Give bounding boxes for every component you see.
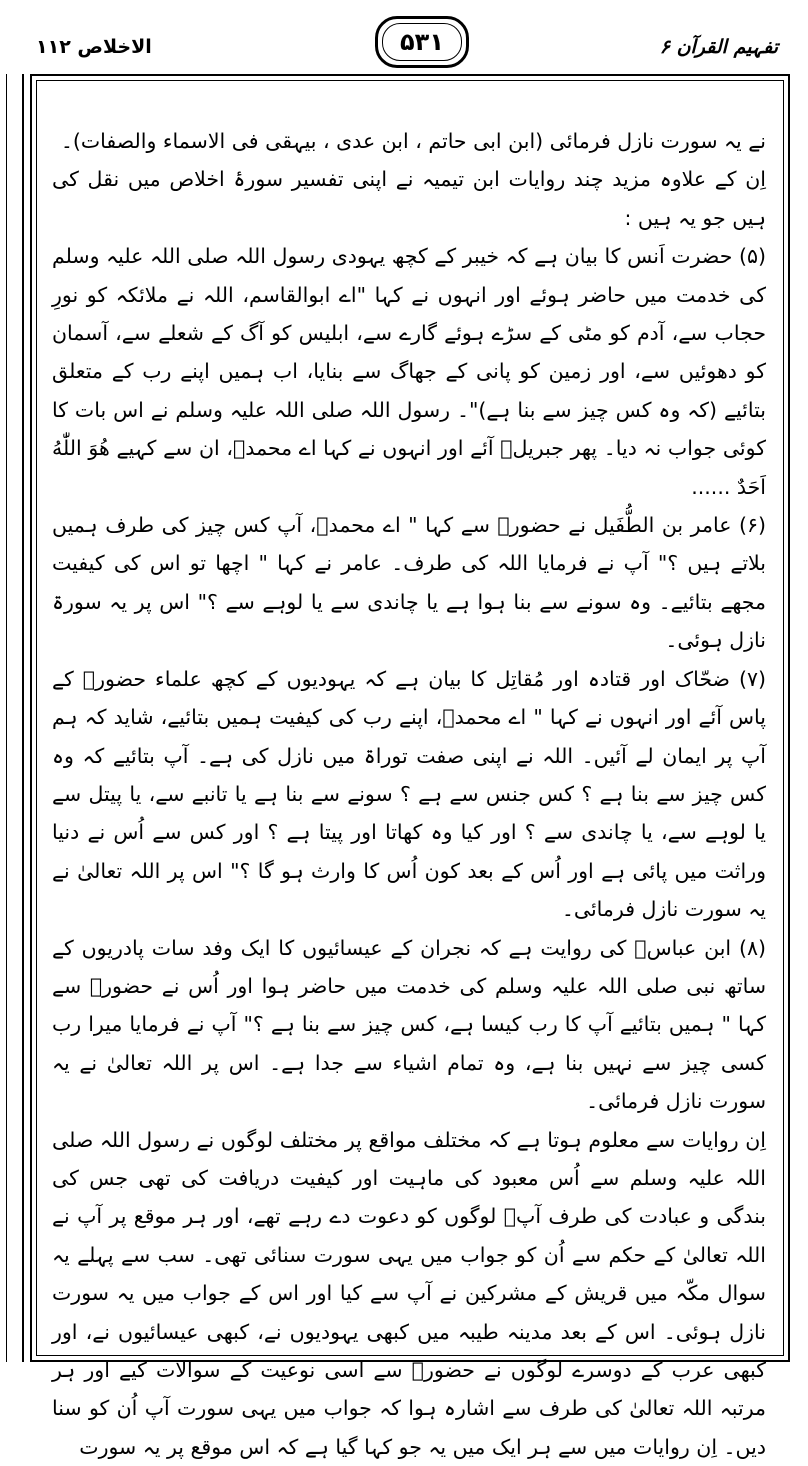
page-header	[20, 16, 788, 72]
paragraph-intro: نے یہ سورت نازل فرمائی (ابن ابی حاتم ، ابن عدی ، بیہقی فی الاسماء والصفات)۔	[60, 129, 766, 153]
page-number: ۵۳۱	[400, 28, 444, 56]
running-title: تفہیم القرآن ۶	[659, 36, 778, 58]
paragraph-7: (۷) ضحّاک اور قتادہ اور مُقاتِل کا بیان ہے کہ یہودیوں کے کچھ علماء حضورؐ کے پاس آئے اور انہوں نے کہا " اے محمدؐ، اپنے رب کی کیفیت ہمیں بتائیے، شاید کہ ہم آپ پر ایمان لے آئیں۔ اللہ نے اپنی صفت توراۃ میں نازل کی ہے۔ آپ بتائیے کہ وہ کس چیز سے بنا ہے ؟ کس جنس سے ہے ؟ سونے سے بنا ہے یا تانبے سے، یا پیتل سے یا لوہے سے، یا چاندی سے ؟ اور کیا وہ کھاتا اور پیتا ہے ؟ اور کس سے اُس نے دنیا وراثت میں پائی ہے اور اُس کے بعد کون اُس کا وارث ہو گا ؟" اس پر اللہ تعالیٰ نے یہ سورت نازل فرمائی۔	[52, 666, 766, 922]
paragraph-5: (۵) حضرت اَنس کا بیان ہے کہ خیبر کے کچھ یہودی رسول اللہ صلی اللہ علیہ وسلم کی خدمت میں حاضر ہوئے اور انہوں نے کہا "اے ابوالقاسم، اللہ نے ملائکہ کو نورِ حجاب سے، آدم کو مٹی کے سڑے ہوئے گارے سے، ابلیس کو آگ کے شعلے سے، آسمان کو دھوئیں سے، اور زمین کو پانی کے جھاگ سے بنایا، اب ہمیں اپنے رب کے متعلق بتائیے (کہ وہ کس چیز سے بنا ہے)"۔ رسول اللہ صلی اللہ علیہ وسلم نے اس بات کا کوئی جواب نہ دیا۔ پھر جبریلؑ آئے اور انہوں نے کہا اے محمدؐ، ان سے کہیے هُوَ اللّٰهُ اَحَدٌ ......	[52, 244, 766, 499]
paragraph-additional: اِن کے علاوہ مزید چند روایات ابن تیمیہ نے اپنی تفسیر سورۂ اخلاص میں نقل کی ہیں جو یہ ہیں :	[52, 167, 766, 230]
paragraph-8: (۸) ابن عباسؓ کی روایت ہے کہ نجران کے عیسائیوں کا ایک وفد سات پادریوں کے ساتھ نبی صلی اللہ علیہ وسلم کی خدمت میں حاضر ہوا اور اُس نے حضورؐ سے کہا " ہمیں بتائیے آپ کا رب کیسا ہے، کس چیز سے بنا ہے ؟" آپ نے فرمایا میرا رب کسی چیز سے نہیں بنا ہے، وہ تمام اشیاء سے جدا ہے۔ اس پر اللہ تعالیٰ نے یہ سورت نازل فرمائی۔	[52, 935, 766, 1114]
page-body	[52, 122, 766, 1466]
paragraph-conclusion: اِن روایات سے معلوم ہوتا ہے کہ مختلف مواقع پر مختلف لوگوں نے رسول اللہ صلی اللہ علیہ وسلم سے اُس معبود کی ماہیت اور کیفیت دریافت کی تھی جس کی بندگی و عبادت کی طرف آپؐ لوگوں کو دعوت دے رہے تھے، اور ہر موقع پر آپ نے اللہ تعالیٰ کے حکم سے اُن کو جواب میں یہی سورت سنائی تھی۔ سب سے پہلے یہ سوال مکّہ میں قریش کے مشرکین نے آپ سے کیا اور اس کے جواب میں یہ سورت نازل ہوئی۔ اس کے بعد مدینہ طیبہ میں کبھی یہودیوں نے، کبھی عیسائیوں نے، اور کبھی عرب کے دوسرے لوگوں نے حضورؐ سے اسی نوعیت کے سوالات کیے اور ہر مرتبہ اللہ تعالیٰ کی طرف سے اشارہ ہوا کہ جواب میں یہی سورت آپ اُن کو سنا دیں۔ اِن روایات میں سے ہر ایک میں یہ جو کہا گیا ہے کہ اس موقع پر یہ سورت	[52, 1127, 766, 1459]
page-number-badge	[375, 16, 469, 68]
paragraph-6: (۶) عامر بن الطُّفَیل نے حضورؐ سے کہا " اے محمدؐ، آپ کس چیز کی طرف ہمیں بلاتے ہیں ؟" آپ نے فرمایا اللہ کی طرف۔ عامر نے کہا " اچھا تو اس کی کیفیت مجھے بتائیے۔ وہ سونے سے بنا ہوا ہے یا چاندی سے یا لوہے سے ؟" اس پر یہ سورۃ نازل ہوئی۔	[52, 513, 766, 653]
page-side-border	[6, 74, 24, 1362]
surah-title: الاخلاص ۱۱۲	[36, 36, 152, 58]
